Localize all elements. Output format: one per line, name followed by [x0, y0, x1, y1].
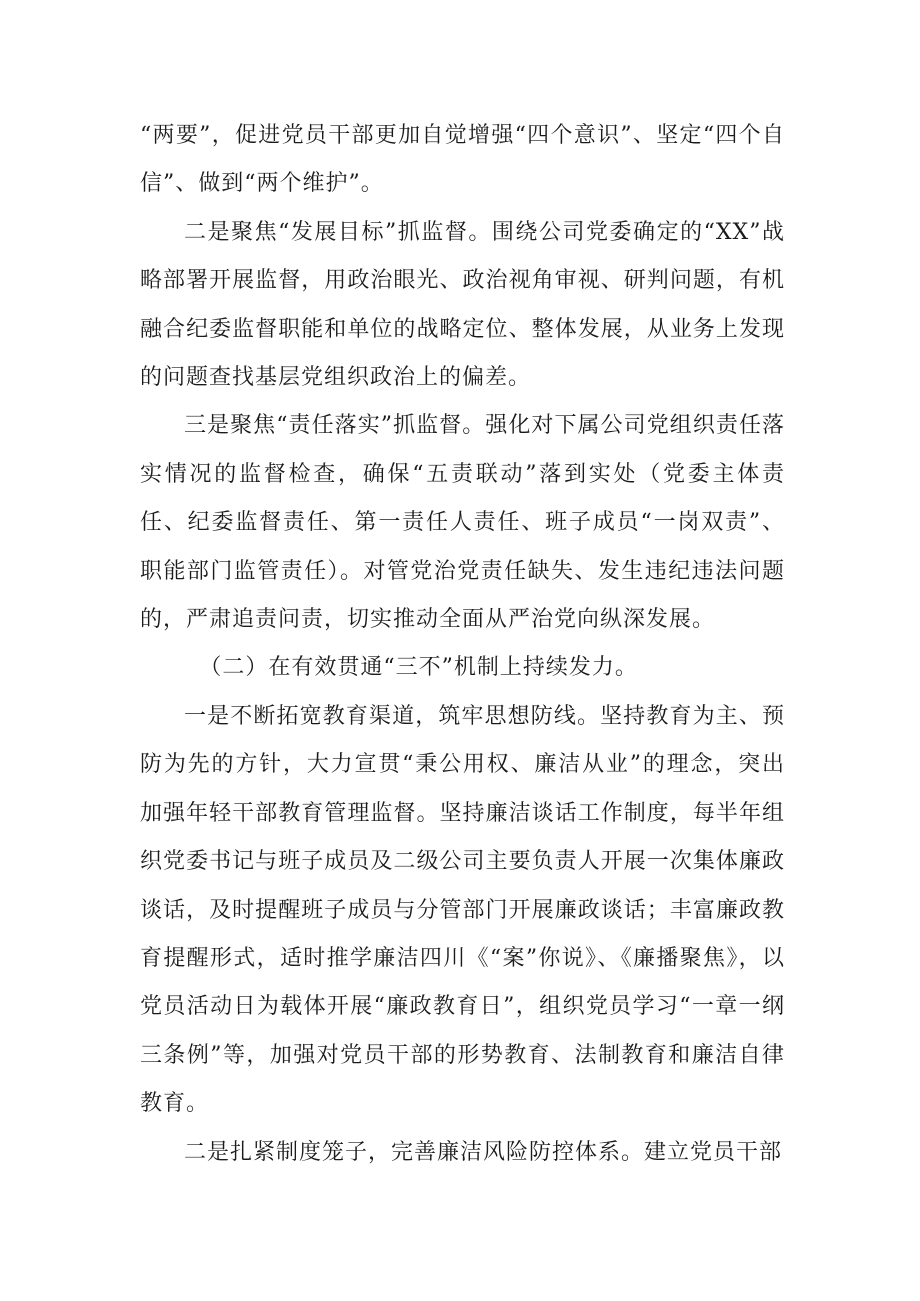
paragraph-system: 二是扎紧制度笼子，完善廉洁风险防控体系。建立党员干部 [184, 1139, 783, 1165]
section-heading: （二）在有效贯通“三不”机制上持续发力。 [199, 655, 638, 681]
paragraph-continuation: “两要”，促进党员干部更加自觉增强“四个意识”、坚定“四个自信”、做到“两个维护”。 [140, 123, 785, 197]
document-page [140, 112, 785, 1177]
paragraph-responsibility: 三是聚焦“责任落实”抓监督。强化对下属公司党组织责任落实情况的监督检查，确保“五责联动”落到实处（党委主体责任、纪委监督责任、第一责任人责任、班子成员“一岗双责”、职能部门监管责任）。对管党治党责任缺失、发生违纪违法问题的，严肃追责问责，切实推动全面从严治党向纵深发展。 [140, 413, 785, 633]
paragraph-education: 一是不断拓宽教育渠道，筑牢思想防线。坚持教育为主、预防为先的方针，大力宣贯“秉公用权、廉洁从业”的理念，突出加强年轻干部教育管理监督。坚持廉洁谈话工作制度，每半年组织党委书记与班子成员及二级公司主要负责人开展一次集体廉政谈话，及时提醒班子成员与分管部门开展廉政谈话；丰富廉政教育提醒形式，适时推学廉洁四川《“案”你说》、《廉播聚焦》，以党员活动日为载体开展“廉政教育日”，组织党员学习“一章一纲三条例”等，加强对党员干部的形势教育、法制教育和廉洁自律教育。 [140, 703, 785, 1117]
paragraph-development-goals: 二是聚焦“发展目标”抓监督。围绕公司党委确定的“XX”战略部署开展监督，用政治眼光、政治视角审视、研判问题，有机融合纪委监督职能和单位的战略定位、整体发展，从业务上发现的问题查找基层党组织政治上的偏差。 [140, 219, 785, 391]
